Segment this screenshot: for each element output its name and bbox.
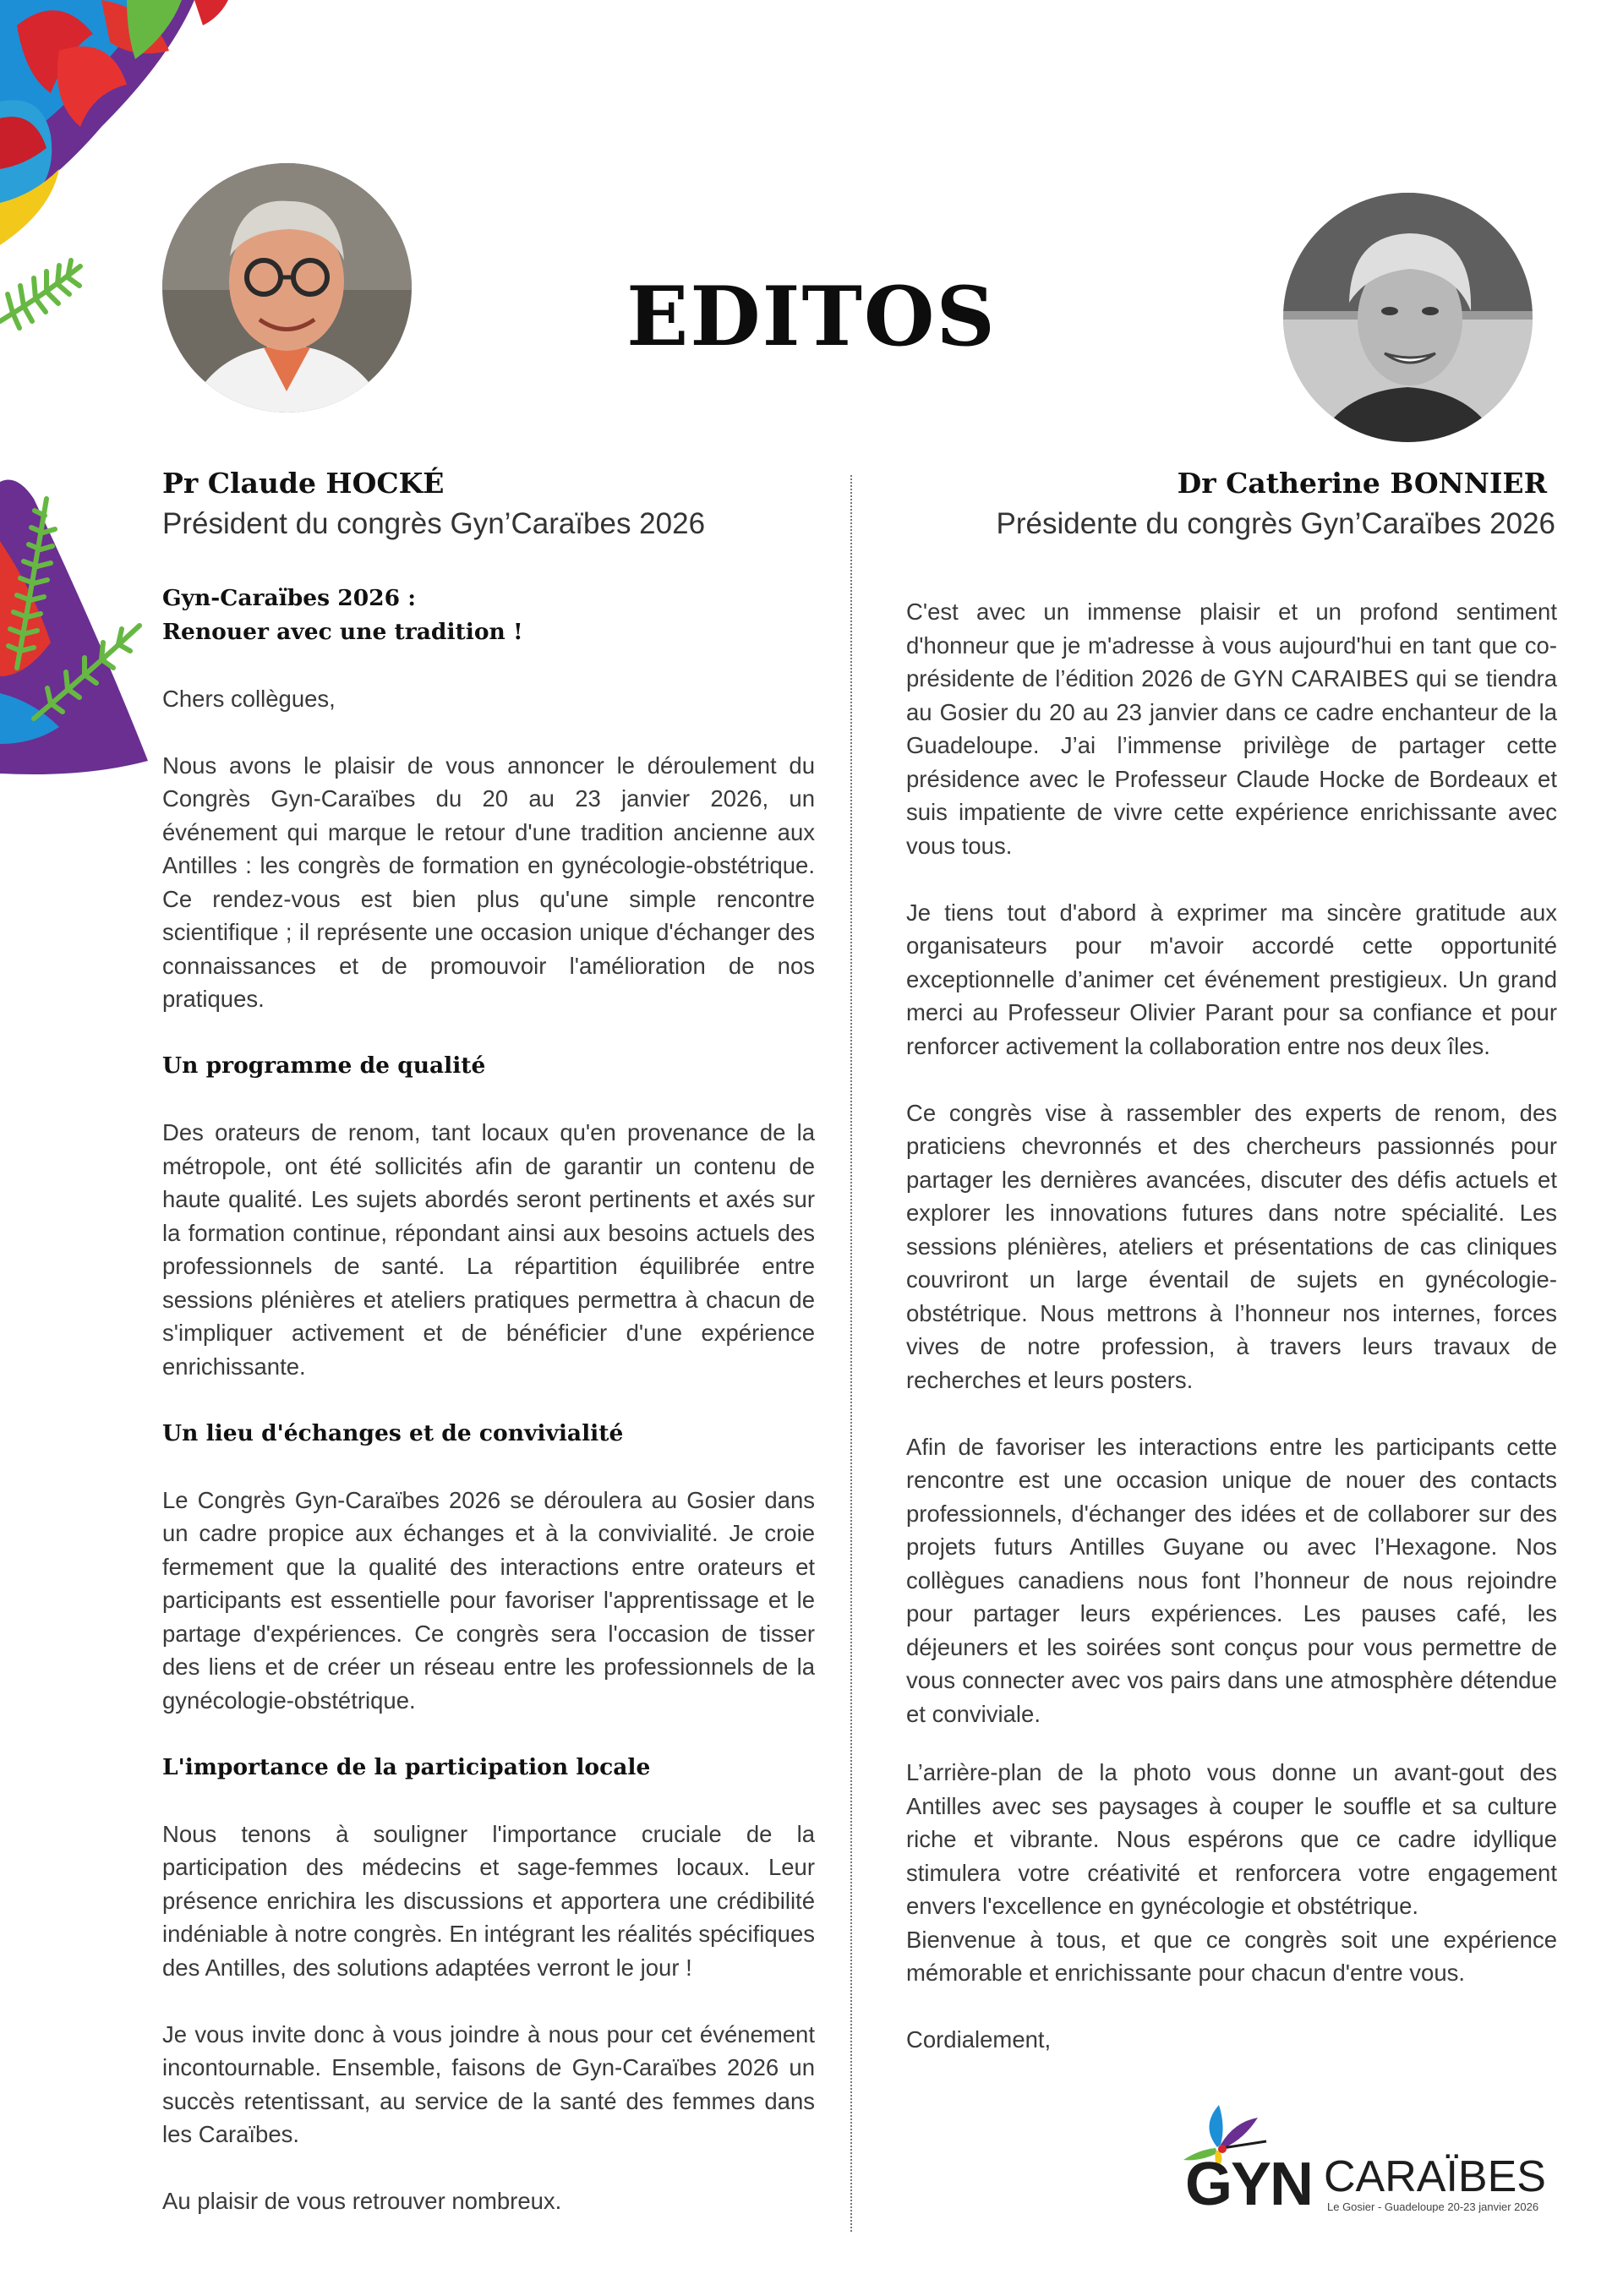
left-author-role: Président du congrès Gyn’Caraïbes 2026 <box>162 507 706 540</box>
left-invite: Je vous invite donc à vous joindre à nous pour cet événement incontournable. Ensemble, faisons de Gyn-Caraïbes 2026 un succès retentissant, au service de la santé des femmes dans les Caraïbes. <box>162 2020 815 2147</box>
left-section3-heading: L'importance de la participation locale <box>162 1753 651 1780</box>
page-title: EDITOS <box>626 269 997 364</box>
right-closing: Cordialement, <box>906 2026 1052 2053</box>
right-column <box>906 595 1557 2057</box>
logo-tagline: Le Gosier - Guadeloupe 20-23 janvier 2026 <box>1327 2200 1539 2213</box>
right-paragraph-1: C'est avec un immense plaisir et un profond sentiment d'honneur que je m'adresse à vous aujourd'hui en tant que co-présidente de l’édition 2026 de GYN CARAIBES qui se tiendra au Gosier du 20 au 23 janvier dans ce cadre enchanteur de la Guadeloupe. J’ai l’immense privilège de partager cette présidence avec le Professeur Claude Hocke de Bordeaux et suis impatiente de vivre cette expérience enrichissante avec vous tous. <box>906 599 1557 859</box>
left-heading-line1: Gyn-Caraïbes 2026 : <box>162 585 417 611</box>
left-section1-heading: Un programme de qualité <box>162 1052 486 1079</box>
logo-gyn-text: GYN <box>1185 2151 1313 2218</box>
left-section2-heading: Un lieu d'échanges et de convivialité <box>162 1419 624 1446</box>
left-intro: Nous avons le plaisir de vous annoncer le déroulement du Congrès Gyn-Caraïbes du 20 au 23 janvier 2026, un événement qui marque le retour d'une tradition ancienne aux Antilles : les congrès de formation en gynécologie-obstétrique. Ce rendez-vous est bien plus qu'une simple rencontre scientifique ; il représente une occasion unique d'échanger des connaissances et de promouvoir l'amélioration de nos pratiques. <box>162 752 815 1012</box>
left-section2-text: Le Congrès Gyn-Caraïbes 2026 se déroulera au Gosier dans un cadre propice aux échanges et à la convivialité. Je croie fermement que la qualité des interactions entre orateurs et participants est essentielle pour favoriser l'apprentissage et le partage d'expériences. Ce congrès sera l'occasion de tisser des liens et de créer un réseau entre les professionnels de la gynécologie-obstétrique. <box>162 1486 815 1714</box>
right-paragraph-2: Je tiens tout d'abord à exprimer ma sincère gratitude aux organisateurs pour m'avoir accordé cette opportunité exceptionnelle d’animer cet événement prestigieux. Un grand merci au Professeur Olivier Parant pour sa confiance et pour renforcer activement la collaboration entre nos deux îles. <box>906 899 1557 1059</box>
left-section1-text: Des orateurs de renom, tant locaux qu'en provenance de la métropole, ont été sollicités afin de garantir un contenu de haute qualité. Les sujets abordés seront pertinents et axés sur la formation continue, répondant ainsi aux besoins actuels des professionnels de santé. La répartition équilibrée entre sessions plénières et ateliers pratiques permettra à chacun de s'impliquer activement et de bénéficier d'une expérience enrichissante. <box>162 1119 815 1380</box>
left-column <box>162 582 815 2218</box>
right-paragraph-5: L’arrière-plan de la photo vous donne un avant-gout des Antilles avec ses paysages à couper le souffle et sa culture riche et vibrante. Nous espérons que ce cadre idyllique stimulera votre créativité et renforcera votre engagement envers l'excellence en gynécologie et obstétrique. <box>906 1759 1557 1919</box>
column-divider <box>850 475 852 2232</box>
right-paragraph-4: Afin de favoriser les interactions entre les participants cette rencontre est une occasion unique de nouer des contacts professionnels, d'échanger des idées et de collaborer sur des projets futurs Antilles Guyane ou avec l’Hexagone. Nos collègues canadiens nous font l’honneur de nous rejoindre pour partager leurs expériences. Les pauses café, les déjeuners et les soirées sont conçus pour vous permettre de vous connecter avec vos pairs dans une atmosphère détendue et conviviale. <box>906 1433 1557 1727</box>
right-author-name: Dr Catherine BONNIER <box>1177 467 1547 500</box>
gyn-caraibes-logo <box>1167 2101 1546 2219</box>
left-heading-line2: Renouer avec une tradition ! <box>162 618 523 645</box>
left-author-name: Pr Claude HOCKÉ <box>162 467 445 500</box>
left-section3-text: Nous tenons à souligner l'importance cruciale de la participation des médecins et sage-femmes locaux. Leur présence enrichira les discussions et apportera une crédibilité indéniable à notre congrès. En intégrant les réalités spécifiques des Antilles, des solutions adaptées verront le jour ! <box>162 1820 816 1981</box>
right-paragraph-6: Bienvenue à tous, et que ce congrès soit une expérience mémorable et enrichissante pour chacun d'entre vous. <box>906 1926 1557 1986</box>
right-paragraph-3: Ce congrès vise à rassembler des experts de renom, des praticiens chevronnés et des chercheurs passionnés pour partager les dernières avancées, discuter des défis actuels et explorer les innovations futures dans notre spécialité. Les sessions plénières, ateliers et présentations de cas cliniques couvriront un large éventail de sujets en gynécologie-obstétrique. Nous mettrons à l’honneur nos internes, forces vives de notre profession, à travers leurs travaux de recherches et leurs posters. <box>906 1099 1557 1393</box>
logo-caraibes-text: CARAÏBES <box>1324 2152 1546 2201</box>
right-author-role: Présidente du congrès Gyn’Caraïbes 2026 <box>996 507 1555 540</box>
left-greeting: Chers collègues, <box>162 685 336 712</box>
left-closing: Au plaisir de vous retrouver nombreux. <box>162 2188 562 2214</box>
